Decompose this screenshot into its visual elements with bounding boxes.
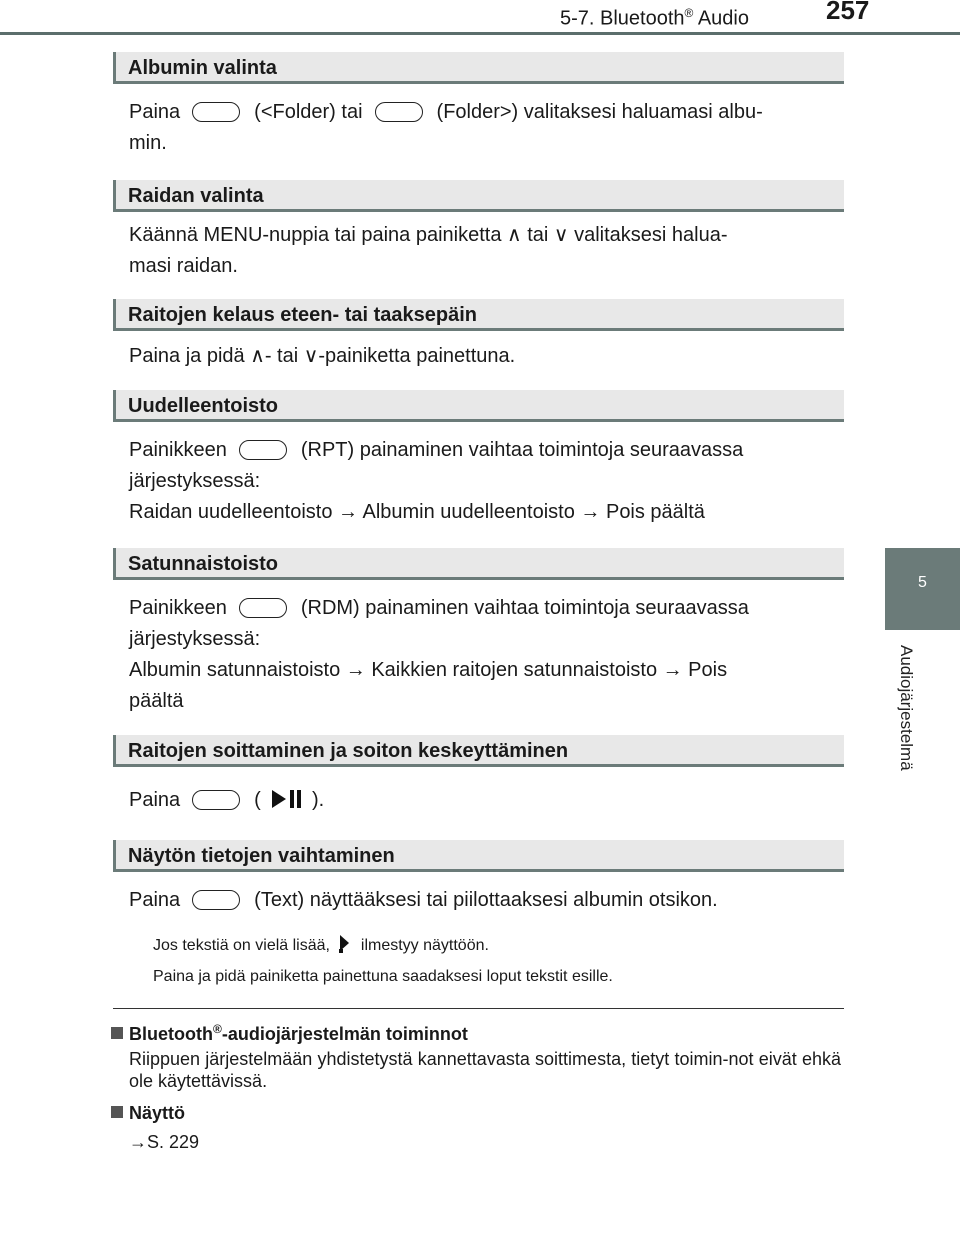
running-header xyxy=(560,0,749,32)
button-icon xyxy=(192,102,240,122)
page-number: 257 xyxy=(826,0,870,25)
section-heading: Uudelleentoisto xyxy=(113,390,844,422)
more-text-icon xyxy=(334,932,356,961)
button-icon xyxy=(192,890,240,910)
button-icon xyxy=(239,440,287,460)
button-icon xyxy=(239,598,287,618)
header-rule xyxy=(0,32,960,35)
page-reference-link[interactable]: →S. 229 xyxy=(129,1132,200,1152)
section-text: Paina (<Folder) tai (Folder>) valitaksesi haluamasi albu- min. xyxy=(129,101,763,154)
section-text: Paina ( ). xyxy=(129,785,839,820)
section-heading: Albumin valinta xyxy=(113,52,844,84)
section-heading: Näytön tietojen vaihtaminen xyxy=(113,840,844,872)
registered-mark: ® xyxy=(684,6,694,20)
section-text: Painikkeen (RPT) painaminen vaihtaa toimintoja seuraavassa järjestyksessä: Raidan uudelleentoisto → Albumin uudelleentoisto → Pois päältä xyxy=(129,439,744,523)
section-heading: Raidan valinta xyxy=(113,180,844,212)
square-bullet-icon xyxy=(111,1027,123,1039)
button-icon xyxy=(375,102,423,122)
note-heading: Näyttö xyxy=(111,1101,185,1125)
square-bullet-icon xyxy=(111,1106,123,1118)
section-heading: Satunnaistoisto xyxy=(113,548,844,580)
section-text: Paina (Text) näyttääksesi tai piilottaaksesi albumin otsikon. xyxy=(129,889,718,911)
section-text: Paina ja pidä ∧- tai ∨-painiketta painettuna. xyxy=(129,345,516,367)
section-subtext: Jos tekstiä on vielä lisää, ilmestyy näyttöön. xyxy=(153,932,843,961)
section-heading: Raitojen kelaus eteen- tai taaksepäin xyxy=(113,299,844,331)
header-section-suffix: Audio xyxy=(693,7,749,30)
section-text: Käännä MENU-nuppia tai paina painiketta ∧ tai ∨ valitaksesi halua- masi raidan. xyxy=(129,224,728,277)
section-heading: Raitojen soittaminen ja soiton keskeyttäminen xyxy=(113,735,844,767)
chapter-title: Audiojärjestelmä xyxy=(897,645,916,771)
notes-divider xyxy=(113,1008,844,1009)
section-subtext: Paina ja pidä painiketta painettuna saadaksesi loput tekstit esille. xyxy=(153,968,613,985)
note-heading: Bluetooth®-audiojärjestelmän toiminnot xyxy=(111,1017,468,1046)
button-icon xyxy=(192,790,240,810)
chapter-tab: 5 xyxy=(885,548,960,630)
section-text: Painikkeen (RDM) painaminen vaihtaa toimintoja seuraavassa järjestyksessä: Albumin satunnaistoisto → Kaikkien raitojen satunnaistoisto → Pois päältä xyxy=(129,597,749,712)
header-section: 5-7. Bluetooth xyxy=(560,7,685,30)
play-pause-icon xyxy=(266,788,306,820)
note-body: Riippuen järjestelmään yhdistetystä kannettavasta soittimesta, tietyt toimin-not eivät ehkä ole käytettävissä. xyxy=(129,1049,841,1091)
